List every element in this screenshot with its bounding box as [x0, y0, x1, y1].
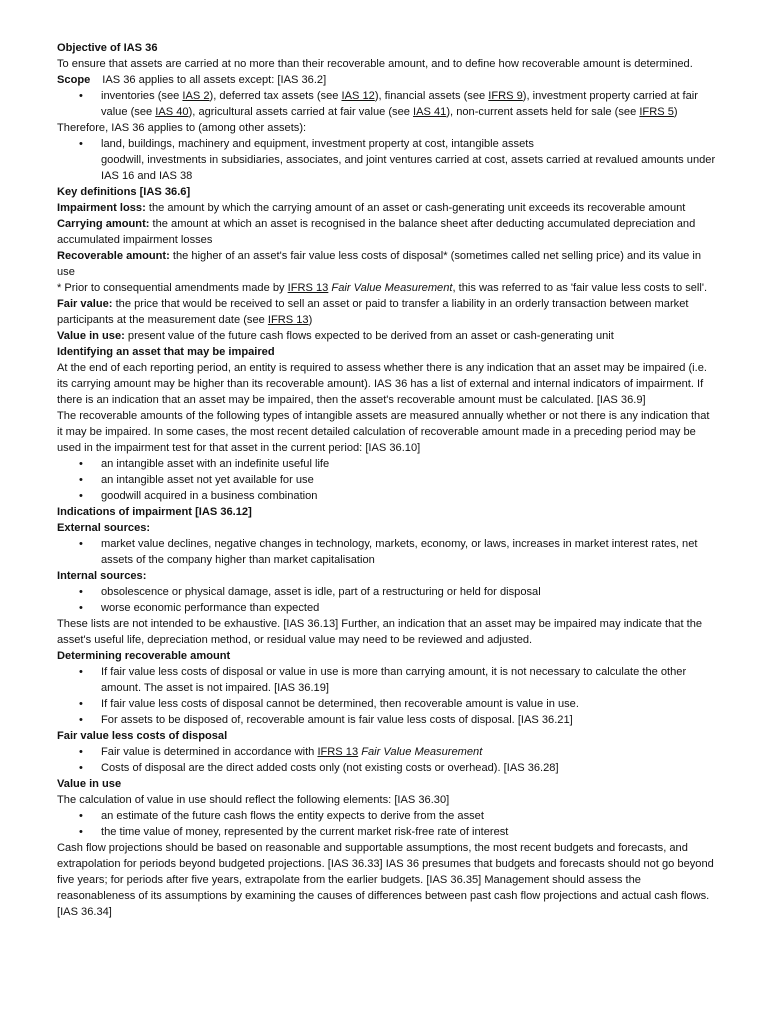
determining-heading: Determining recoverable amount: [57, 650, 231, 662]
scope-label: Scope: [57, 74, 91, 86]
ias-2-link[interactable]: IAS 2: [182, 90, 210, 102]
identifying-heading: Identifying an asset that may be impaired: [57, 346, 275, 358]
ifrs-5-link[interactable]: IFRS 5: [639, 106, 674, 118]
list-item: • an intangible asset with an indefinite useful life: [57, 456, 716, 472]
indications-note: These lists are not intended to be exhaustive. [IAS 36.13] Further, an indication that an asset may be impaired may indicate that the asset's useful life, depreciation method, or residual value may need to be reviewed and adjusted.: [57, 618, 703, 646]
list-item: • If fair value less costs of disposal cannot be determined, then recoverable amount is value in use.: [57, 696, 716, 712]
definition-term: Carrying amount:: [57, 218, 150, 230]
identifying-paragraph-1: At the end of each reporting period, an entity is required to assess whether there is any indication that an asset may be impaired (i.e. its carrying amount may be higher than its recoverable amount). IAS 36 has a list of external and internal indicators of impairment. If there is an indication that an asset may be impaired, then the asset's recoverable amount must be calculated. [IAS 36.9]: [57, 362, 707, 406]
text-run: ): [673, 106, 678, 118]
list-item: • For assets to be disposed of, recoverable amount is fair value less costs of disposal. [IAS 36.21]: [57, 712, 716, 728]
definition-term: Value in use:: [57, 330, 125, 342]
fvlcd-heading: Fair value less costs of disposal: [57, 730, 228, 742]
fvlcd-list: [57, 744, 716, 776]
list-item: • market value declines, negative changes in technology, markets, economy, or laws, increases in market interest rates, net assets of the company higher than market capitalisation: [57, 536, 716, 568]
definition-carrying-amount: [57, 216, 716, 248]
list-item: • If fair value less costs of disposal or value in use is more than carrying amount, it is not necessary to calculate the other amount. The asset is not impaired. [IAS 36.19]: [57, 664, 716, 696]
list-item: • an estimate of the future cash flows the entity expects to derive from the asset: [57, 808, 716, 824]
value-in-use-closing: Cash flow projections should be based on reasonable and supportable assumptions, the most recent budgets and forecasts, and extrapolation for periods beyond budgeted projections. [IAS 36.33] IAS 36 presumes that budgets and forecasts should not go beyond five years; for periods after five years, extrapolate from the earlier budgets. [IAS 36.35] Management should assess the reasonableness of its assumptions by examining the causes of differences between past cash flow projections and actual cash flows. [IAS 36.34]: [57, 842, 714, 918]
list-item: [57, 88, 716, 120]
scope-applies-list: [57, 136, 716, 184]
text-run: ), agricultural assets carried at fair value (see: [188, 106, 414, 118]
list-item: • the time value of money, represented by the current market risk-free rate of interest: [57, 824, 716, 840]
text-run: ), non-current assets held for sale (see: [446, 106, 640, 118]
ifrs-13-link[interactable]: IFRS 13: [287, 282, 329, 294]
objective-heading: Objective of IAS 36: [57, 42, 158, 54]
text-run: ), investment property carried at fair value (see: [101, 90, 698, 118]
internal-sources-heading: Internal sources:: [57, 570, 147, 582]
scope-except-list: [57, 88, 716, 120]
text-run: land, buildings, machinery and equipment, investment property at cost, intangible assets: [101, 138, 534, 150]
value-in-use-list: [57, 808, 716, 840]
text-run: ): [308, 314, 313, 326]
text-run: inventories (see: [101, 90, 183, 102]
list-item: • goodwill acquired in a business combination: [57, 488, 716, 504]
definition-recoverable-amount: [57, 248, 716, 280]
text-run: Fair value is determined in accordance with: [101, 746, 318, 758]
text-run: goodwill, investments in subsidiaries, associates, and joint ventures carried at cost, assets carried at revalued amounts under IAS 16 and IAS 38: [101, 154, 716, 182]
definition-text: present value of the future cash flows expected to be derived from an asset or cash-generating unit: [124, 330, 614, 342]
ias-41-link[interactable]: IAS 41: [413, 106, 447, 118]
definition-footnote: [57, 280, 716, 296]
list-item: • worse economic performance than expected: [57, 600, 716, 616]
list-item: [57, 744, 716, 760]
definition-term: Recoverable amount:: [57, 250, 170, 262]
list-item: • obsolescence or physical damage, asset is idle, part of a restructuring or held for disposal: [57, 584, 716, 600]
value-in-use-heading: Value in use: [57, 778, 122, 790]
indications-heading: Indications of impairment [IAS 36.12]: [57, 506, 252, 518]
ifrs-13-link[interactable]: IFRS 13: [267, 314, 309, 326]
ifrs-13-link[interactable]: IFRS 13: [317, 746, 359, 758]
list-item: • an intangible asset not yet available for use: [57, 472, 716, 488]
text-run: , this was referred to as 'fair value less costs to sell'.: [452, 282, 708, 294]
definitions-heading: Key definitions [IAS 36.6]: [57, 186, 191, 198]
text-run: ), financial assets (see: [374, 90, 489, 102]
text-run: Fair Value Measurement: [358, 746, 483, 758]
ias-12-link[interactable]: IAS 12: [341, 90, 375, 102]
determining-list: [57, 664, 716, 728]
definition-text: the price that would be received to sell an asset or paid to transfer a liability in an orderly transaction between market participants at the measurement date (see: [57, 298, 689, 326]
external-sources-heading: External sources:: [57, 522, 151, 534]
definition-term: Fair value:: [57, 298, 113, 310]
ifrs-9-link[interactable]: IFRS 9: [488, 90, 523, 102]
scope-text: IAS 36 applies to all assets except: [IAS 36.2]: [102, 74, 327, 86]
definition-value-in-use: [57, 328, 716, 344]
definition-term: Impairment loss:: [57, 202, 146, 214]
definition-text: the amount at which an asset is recognised in the balance sheet after deducting accumulated depreciation and accumulated impairment losses: [57, 218, 696, 246]
text-run: * Prior to consequential amendments made by: [57, 282, 288, 294]
scope-line: [57, 72, 716, 88]
objective-text: To ensure that assets are carried at no more than their recoverable amount, and to define how recoverable amount is determined.: [57, 58, 693, 70]
definition-text: the amount by which the carrying amount of an asset or cash-generating unit exceeds its recoverable amount: [145, 202, 686, 214]
text-run: Fair Value Measurement: [328, 282, 453, 294]
value-in-use-intro: The calculation of value in use should reflect the following elements: [IAS 36.30]: [57, 794, 450, 806]
list-item: • Costs of disposal are the direct added costs only (not existing costs or overhead). [IAS 36.28]: [57, 760, 716, 776]
definition-impairment-loss: [57, 200, 716, 216]
scope-therefore: Therefore, IAS 36 applies to (among other assets):: [57, 122, 307, 134]
definition-fair-value: [57, 296, 716, 328]
text-run: ), deferred tax assets (see: [209, 90, 342, 102]
ias-40-link[interactable]: IAS 40: [155, 106, 189, 118]
list-item: [57, 136, 716, 184]
internal-sources-list: [57, 584, 716, 616]
identifying-list: [57, 456, 716, 504]
definition-text: the higher of an asset's fair value less costs of disposal* (sometimes called net selling price) and its value in use: [57, 250, 702, 278]
identifying-paragraph-2: The recoverable amounts of the following types of intangible assets are measured annually whether or not there is any indication that it may be impaired. In some cases, the most recent detailed calculation of recoverable amount made in a preceding period may be used in the impairment test for that asset in the current period: [IAS 36.10]: [57, 410, 710, 454]
external-sources-list: [57, 536, 716, 568]
